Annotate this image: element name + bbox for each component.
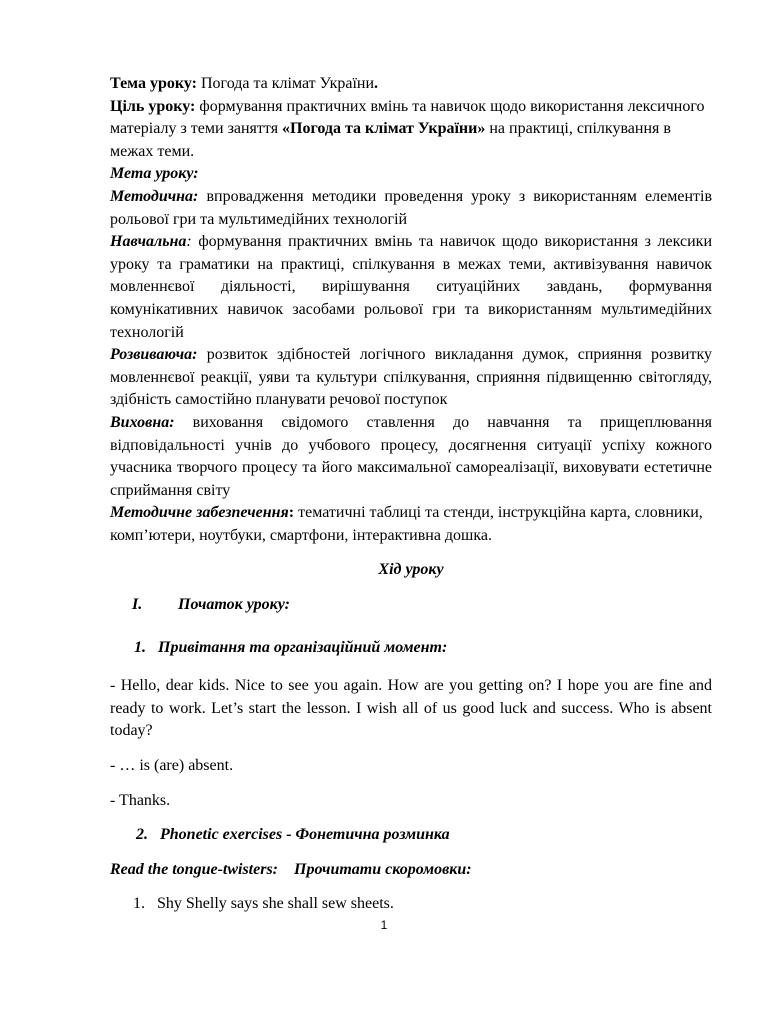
section-heading-1 (110, 594, 712, 617)
upbringing-paragraph (110, 412, 712, 502)
thanks-line: - Thanks. (110, 791, 171, 809)
developing-paragraph (110, 344, 712, 412)
greeting-paragraph: - Hello, dear kids. Nice to see you again. How are you getting on? I hope you are fine and ready to work. Let’s start the lesson. I wish all of us good luck and success. Who is absent today? (110, 677, 712, 740)
item-title: Привітання та організаційний момент: (158, 638, 448, 656)
equipment-text: тематичні таблиці та стенди, інструкційна карта, словники, комп’ютери, ноутбуки, смартфони, інтерактивна дошка. (110, 504, 703, 544)
section-title: Початок уроку: (178, 596, 290, 614)
methodical-paragraph (110, 186, 712, 231)
developing-label: Розвиваюча: (110, 346, 198, 364)
goal-text-1: формування практичних вмінь та навичок щодо використання лексичного матеріалу з теми заняття (110, 97, 705, 138)
section-number: I. (132, 596, 143, 614)
methodical-text: впровадження методики проведення уроку з використанням елементів рольової гри та мультимедійних технологій (110, 187, 712, 228)
page-number: 1 (380, 918, 388, 932)
item-heading-2 (110, 824, 712, 847)
goal-text-2: на практиці, спілкування в межах теми. (110, 120, 671, 160)
aim-heading: Мета уроку: (110, 165, 199, 183)
goal-paragraph (110, 96, 712, 164)
upbringing-label: Виховна: (110, 413, 175, 431)
upbringing-text: виховання свідомого ставлення до навчання та прищеплювання відповідальності учнів до учбового процесу, досягнення ситуації успіху кожного учасника творчого процесу та його максимальної самореалізації, виховувати естетичне сприймання світу (110, 413, 712, 499)
twister-item-1 (110, 893, 712, 916)
twister-number: 1. (133, 895, 145, 913)
educational-colon: : (186, 233, 192, 251)
tongue-twisters-heading: Read the tongue-twisters: Прочитати скоромовки: (110, 860, 472, 878)
equipment-label: Методичне забезпечення (110, 504, 289, 522)
equipment-paragraph (110, 502, 712, 547)
goal-topic-bold: «Погода та клімат України» (282, 120, 486, 138)
topic-line (110, 73, 712, 96)
methodical-label: Методична: (110, 187, 199, 205)
educational-label: Навчальна (110, 233, 187, 251)
item-number: 1. (134, 638, 146, 656)
item-number: 2. (136, 826, 148, 844)
topic-text: Погода та клімат України (196, 75, 375, 92)
absent-line: - … is (are) absent. (110, 757, 234, 775)
item-title: Phonetic exercises - Фонетична розминка (160, 826, 450, 844)
equipment-colon: : (288, 504, 295, 522)
topic-end: . (374, 75, 379, 92)
educational-paragraph (110, 231, 712, 344)
document-body (110, 73, 712, 916)
course-heading: Хід уроку (378, 561, 444, 579)
developing-text: розвиток здібностей логічного викладання думок, сприяння розвитку мовленнєвої реакції, уяви та культури спілкування, сприяння підвищенню світогляду, здібність самостійно планувати речової поступок (110, 346, 712, 409)
twister-text: Shy Shelly says she shall sew sheets. (157, 895, 394, 913)
item-heading-1 (110, 637, 712, 660)
educational-text: формування практичних вмінь та навичок щодо використання з лексики уроку та граматики на практиці, спілкування в межах теми, активізування навичок мовленнєвої діяльності, вирішування ситуаційних завдань, формування комунікативних навичок засобами рольової гри та використанням мультимедійних технологій (110, 233, 712, 341)
topic-label: Тема уроку: (110, 75, 197, 92)
goal-label: Ціль уроку: (110, 97, 196, 115)
